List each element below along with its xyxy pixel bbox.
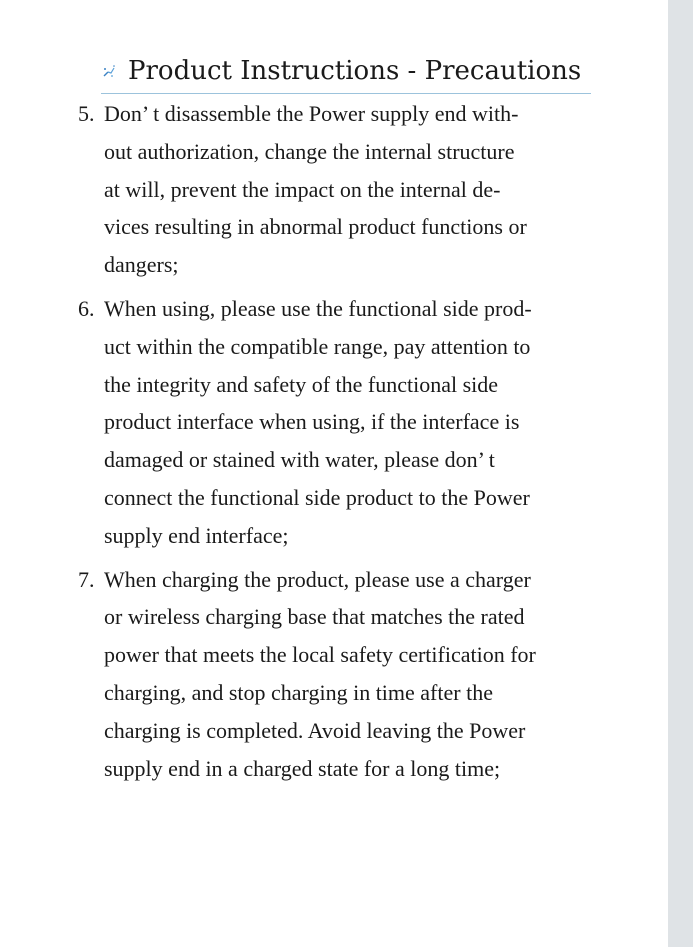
- sparkle-icon: [101, 63, 117, 79]
- precautions-list: [78, 95, 598, 787]
- list-item-number: 6.: [78, 295, 95, 321]
- list-item-line: When charging the product, please use a charger: [104, 566, 531, 592]
- list-item-line: at will, prevent the impact on the internal de-: [104, 176, 501, 202]
- list-item-line: supply end interface;: [104, 522, 289, 548]
- list-item: [78, 290, 598, 555]
- list-item-line: or wireless charging base that matches the rated: [104, 604, 525, 630]
- list-item-line: power that meets the local safety certification for: [104, 642, 536, 668]
- list-item-line: the integrity and safety of the functional side: [104, 371, 499, 397]
- list-item-line: vices resulting in abnormal product functions or: [104, 214, 527, 240]
- page-title: Product Instructions - Precautions: [128, 56, 582, 86]
- list-item-line: connect the functional side product to the Power: [104, 484, 530, 510]
- list-item-line: product interface when using, if the interface is: [104, 409, 520, 435]
- list-item-line: When using, please use the functional side prod-: [104, 295, 532, 321]
- list-item-line: out authorization, change the internal structure: [104, 138, 515, 164]
- list-item-number: 5.: [78, 101, 95, 126]
- list-item-number: 7.: [78, 566, 95, 592]
- list-item-line: damaged or stained with water, please don’ t: [104, 447, 495, 473]
- list-item-line: supply end in a charged state for a long time;: [104, 755, 501, 781]
- section-heading: [101, 54, 591, 94]
- list-item: [78, 561, 598, 788]
- list-item-line: charging is completed. Avoid leaving the Power: [104, 717, 526, 743]
- list-item-line: Don’ t disassemble the Power supply end with-: [104, 101, 519, 126]
- list-item-line: charging, and stop charging in time after the: [104, 679, 493, 705]
- list-item-line: uct within the compatible range, pay attention to: [104, 333, 531, 359]
- scrollbar-track[interactable]: [668, 0, 693, 947]
- list-item-line: dangers;: [104, 252, 179, 278]
- list-item: [78, 95, 598, 284]
